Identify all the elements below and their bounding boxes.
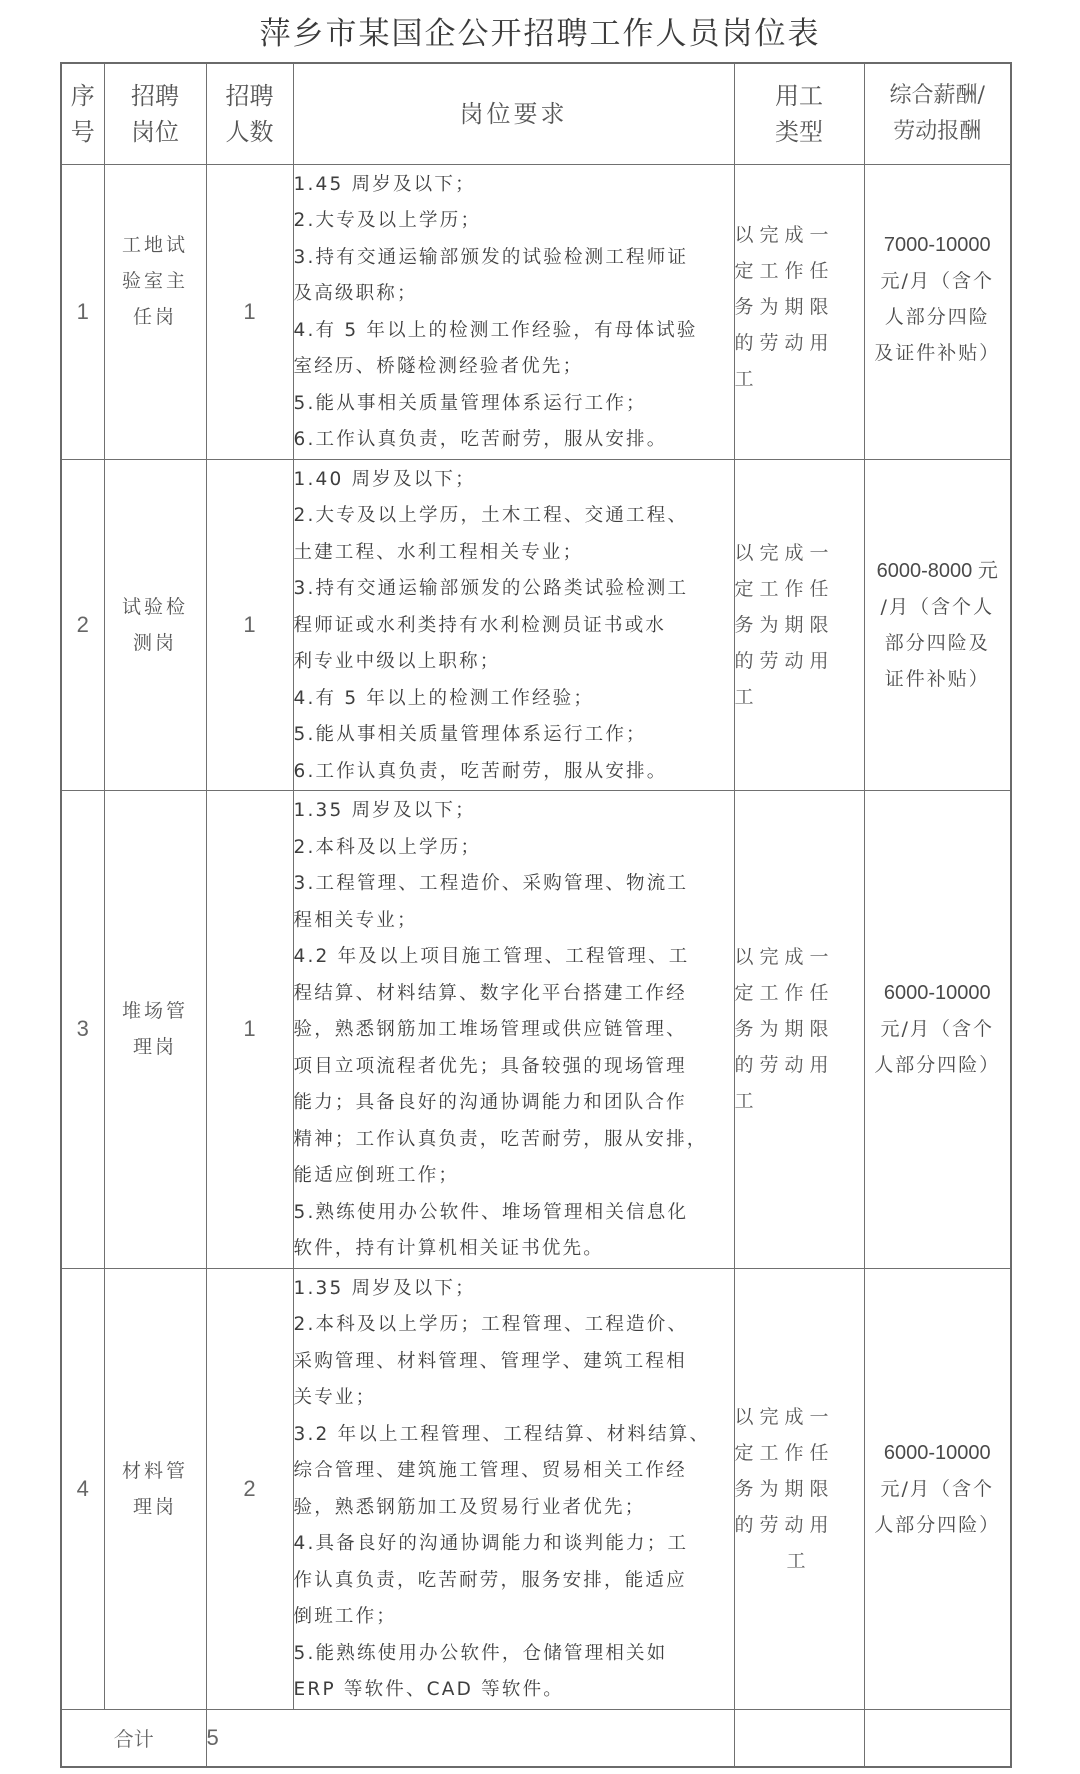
requirement-line: 3.持有交通运输部颁发的公路类试验检测工 [293, 578, 689, 599]
total-count: 5 [206, 1709, 734, 1767]
compensation-amount: 6000-10000 [883, 982, 991, 1005]
requirement-line: 程师证或水利类持有水利检测员证书或水 [293, 614, 667, 636]
compensation-line: 元/月（含个 [880, 1018, 994, 1041]
requirement-line: 土建工程、水利工程相关专业； [293, 541, 584, 563]
cell-position [104, 164, 206, 459]
header-seq-line: 序 [70, 81, 95, 110]
requirement-line: 4.具备良好的沟通协调能力和谈判能力；工 [293, 1533, 689, 1554]
requirement-line: 3.2 年以上工程管理、工程结算、材料结算、 [293, 1423, 711, 1445]
requirement-line: 5.能从事相关质量管理体系运行工作； [293, 724, 647, 745]
cell-employment-type [734, 791, 864, 1269]
cell-seq: 3 [61, 791, 104, 1269]
position-line: 材料管 [121, 1459, 188, 1482]
compensation-line: 人部分四险） [874, 1513, 1001, 1536]
requirement-line: 3.持有交通运输部颁发的试验检测工程师证 [293, 246, 689, 268]
requirement-line: 能适应倒班工作； [293, 1165, 460, 1186]
employment-type-line: 的劳动用 [734, 331, 835, 354]
compensation-line: 元/月（含个 [880, 269, 994, 292]
requirement-line: 3.工程管理、工程造价、采购管理、物流工 [293, 873, 689, 894]
total-empty-type [734, 1709, 864, 1767]
requirement-line: 综合管理、建筑施工管理、贸易相关工作经 [293, 1460, 687, 1481]
cell-requirements [293, 164, 734, 459]
compensation-amount: 6000-8000 元 [876, 559, 998, 582]
employment-type-line: 定工作任 [734, 577, 835, 600]
header-position-line: 招聘 [131, 81, 179, 110]
requirement-line: 5.能熟练使用办公软件，仓储管理相关如 [293, 1642, 668, 1664]
compensation-line: 人部分四险 [884, 305, 990, 328]
header-position-line: 岗位 [131, 117, 179, 146]
employment-type-line: 工 [734, 1090, 760, 1113]
position-line: 试验检 [121, 595, 188, 618]
requirement-line: 精神；工作认真负责，吃苦耐劳，服从安排， [293, 1128, 708, 1150]
cell-employment-type [734, 1268, 864, 1709]
cell-count: 1 [206, 791, 293, 1269]
compensation-amount: 6000-10000 [883, 1441, 991, 1464]
header-seq [61, 63, 104, 164]
employment-type-line: 工 [734, 685, 760, 708]
requirement-line: 倒班工作； [293, 1606, 398, 1627]
requirement-line: 6.工作认真负责，吃苦耐劳，服从安排。 [293, 429, 668, 450]
cell-seq: 2 [61, 459, 104, 791]
requirement-line: 室经历、桥隧检测经验者优先； [293, 356, 584, 377]
requirement-line: 5.能从事相关质量管理体系运行工作； [293, 392, 647, 414]
requirement-line: 采购管理、材料管理、管理学、建筑工程相 [293, 1350, 687, 1372]
position-line: 工地试 [121, 233, 188, 256]
cell-position [104, 1268, 206, 1709]
table-total-row [61, 1709, 1011, 1767]
header-count-line: 人数 [225, 117, 274, 146]
table-row [61, 459, 1011, 791]
employment-type-line: 务为期限 [734, 295, 835, 318]
position-line: 理岗 [132, 1495, 177, 1518]
table-row [61, 1268, 1011, 1709]
requirement-line: 能力；具备良好的沟通协调能力和团队合作 [293, 1092, 687, 1113]
cell-count: 1 [206, 459, 293, 791]
position-line: 测岗 [132, 631, 177, 654]
header-employment-type-line: 用工 [775, 81, 823, 110]
requirement-line: 2.本科及以上学历；工程管理、工程造价、 [293, 1314, 689, 1335]
job-positions-table [60, 62, 1012, 1768]
header-requirements: 岗位要求 [293, 63, 734, 164]
cell-compensation [864, 459, 1011, 791]
header-compensation [864, 63, 1011, 164]
employment-type-line: 以完成一 [734, 541, 835, 564]
requirement-line: 2.大专及以上学历； [293, 210, 482, 231]
employment-type-line: 以完成一 [734, 946, 835, 969]
header-compensation-line: 综合薪酬/ [889, 82, 985, 108]
employment-type-line: 定工作任 [734, 259, 835, 282]
header-count-line: 招聘 [225, 81, 274, 110]
cell-employment-type [734, 459, 864, 791]
cell-requirements [293, 791, 734, 1269]
header-compensation-line: 劳动报酬 [893, 118, 982, 144]
employment-type-line: 以完成一 [734, 1405, 835, 1428]
requirement-line: 作认真负责，吃苦耐劳，服务安排，能适应 [293, 1569, 687, 1591]
cell-seq: 1 [61, 164, 104, 459]
employment-type-line: 务为期限 [734, 1477, 835, 1500]
requirement-line: 验，熟悉钢筋加工及贸易行业者优先； [293, 1496, 646, 1518]
requirement-line: 4.有 5 年以上的检测工作经验； [293, 687, 595, 709]
compensation-line: 部分四险及 [884, 631, 990, 654]
requirement-line: 1.45 周岁及以下； [293, 173, 476, 195]
position-line: 任岗 [132, 305, 177, 328]
employment-type-line: 工 [734, 367, 760, 390]
header-position [104, 63, 206, 164]
requirement-line: ERP 等软件、CAD 等软件。 [293, 1679, 564, 1700]
document-title: 萍乡市某国企公开招聘工作人员岗位表 [259, 16, 821, 52]
employment-type-line: 的劳动用 [734, 1513, 835, 1536]
employment-type-line: 工 [786, 1549, 812, 1572]
compensation-line: 证件补贴） [884, 667, 990, 690]
requirement-line: 程结算、材料结算、数字化平台搭建工作经 [293, 982, 687, 1004]
requirement-line: 2.本科及以上学历； [293, 836, 482, 858]
requirement-line: 1.35 周岁及以下； [293, 1277, 476, 1299]
position-line: 理岗 [132, 1036, 177, 1059]
requirement-line: 4.有 5 年以上的检测工作经验，有母体试验 [293, 319, 698, 341]
cell-seq: 4 [61, 1268, 104, 1709]
requirement-line: 利专业中级以上职称； [293, 651, 501, 672]
requirement-line: 2.大专及以上学历，土木工程、交通工程、 [293, 505, 689, 526]
employment-type-line: 定工作任 [734, 982, 835, 1005]
header-employment-type [734, 63, 864, 164]
compensation-amount: 7000-10000 [883, 233, 991, 256]
requirement-line: 及高级职称； [293, 283, 418, 304]
employment-type-line: 以完成一 [734, 223, 835, 246]
employment-type-line: 的劳动用 [734, 1054, 835, 1077]
header-count [206, 63, 293, 164]
cell-count: 2 [206, 1268, 293, 1709]
cell-compensation [864, 1268, 1011, 1709]
requirement-line: 关专业； [293, 1387, 377, 1408]
header-employment-type-line: 类型 [775, 117, 823, 146]
compensation-line: 人部分四险） [874, 1054, 1001, 1077]
employment-type-line: 的劳动用 [734, 649, 835, 672]
total-label: 合计 [61, 1709, 206, 1767]
employment-type-line: 务为期限 [734, 1018, 835, 1041]
header-seq-line: 号 [70, 117, 95, 146]
requirement-line: 1.40 周岁及以下； [293, 468, 476, 490]
table-header-row [61, 63, 1011, 164]
cell-compensation [864, 164, 1011, 459]
requirement-line: 6.工作认真负责，吃苦耐劳，服从安排。 [293, 760, 668, 782]
requirement-line: 项目立项流程者优先；具备较强的现场管理 [293, 1055, 687, 1077]
cell-employment-type [734, 164, 864, 459]
cell-position [104, 459, 206, 791]
cell-requirements [293, 459, 734, 791]
cell-count: 1 [206, 164, 293, 459]
requirement-line: 程相关专业； [293, 909, 418, 931]
total-empty-pay [864, 1709, 1011, 1767]
compensation-line: /月（含个人 [880, 595, 994, 618]
table-row [61, 791, 1011, 1269]
requirement-line: 4.2 年及以上项目施工管理、工程管理、工 [293, 946, 690, 967]
requirement-line: 5.熟练使用办公软件、堆场管理相关信息化 [293, 1201, 689, 1223]
compensation-line: 元/月（含个 [880, 1477, 994, 1500]
requirement-line: 验，熟悉钢筋加工堆场管理或供应链管理、 [293, 1019, 687, 1040]
cell-position [104, 791, 206, 1269]
requirement-line: 软件，持有计算机相关证书优先。 [293, 1238, 605, 1259]
requirement-line: 1.35 周岁及以下； [293, 800, 476, 821]
employment-type-line: 定工作任 [734, 1441, 835, 1464]
cell-compensation [864, 791, 1011, 1269]
position-line: 验室主 [121, 269, 188, 292]
table-row [61, 164, 1011, 459]
cell-requirements [293, 1268, 734, 1709]
employment-type-line: 务为期限 [734, 613, 835, 636]
compensation-line: 及证件补贴） [874, 341, 1001, 364]
position-line: 堆场管 [121, 1000, 188, 1023]
